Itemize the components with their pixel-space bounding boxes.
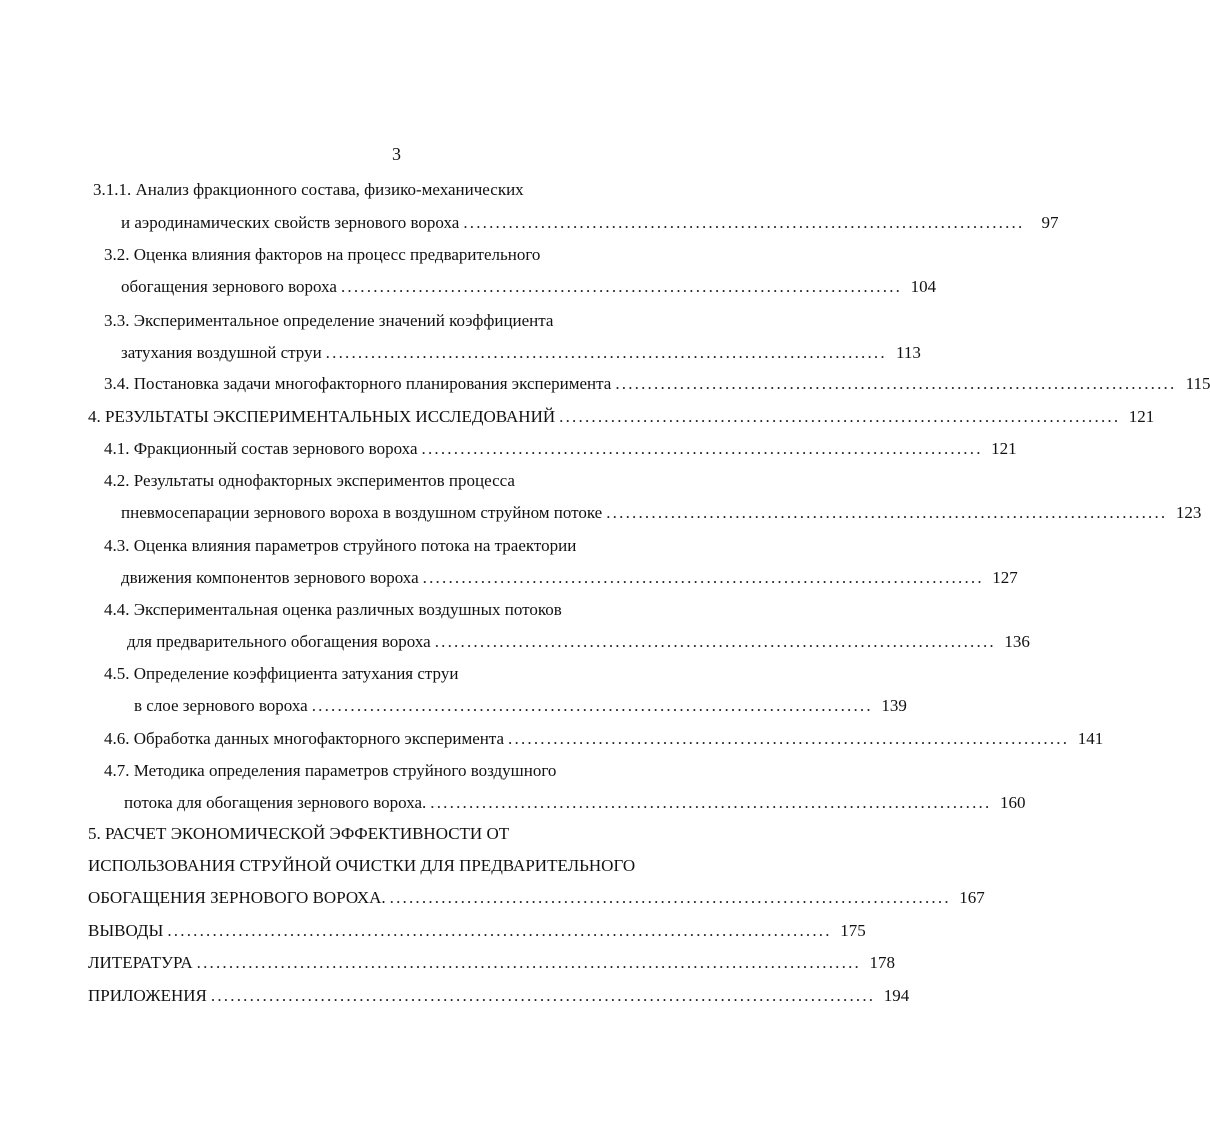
dot-leader: ....................................................................................................... bbox=[196, 953, 861, 972]
toc-entry-5-line2: ИСПОЛЬЗОВАНИЯ СТРУЙНОЙ ОЧИСТКИ ДЛЯ ПРЕДВАРИТЕЛЬНОГО bbox=[88, 856, 636, 875]
dot-leader: ....................................................................................... bbox=[340, 277, 903, 296]
toc-page-number: 139 bbox=[881, 696, 907, 715]
dot-leader: ....................................................................................... bbox=[615, 374, 1177, 393]
toc-entry-text: потока для обогащения зернового вороха. bbox=[124, 793, 427, 812]
dot-leader: ....................................................................................................... bbox=[210, 986, 876, 1005]
toc-entry-conclusions[interactable] bbox=[88, 921, 866, 941]
toc-entry-4-5-line1: 4.5. Определение коэффициента затухания струи bbox=[104, 664, 459, 683]
toc-entry-5[interactable] bbox=[88, 888, 985, 908]
toc-page-number: 194 bbox=[883, 986, 910, 1005]
toc-page-number: 123 bbox=[1175, 503, 1202, 522]
toc-entry-appendices[interactable] bbox=[88, 986, 910, 1006]
toc-page-number: 141 bbox=[1077, 729, 1104, 748]
toc-page-number: 121 bbox=[1128, 407, 1155, 426]
dot-leader: ....................................................................................................... bbox=[167, 921, 832, 940]
toc-entry-text: затухания воздушной струи bbox=[121, 343, 322, 362]
dot-leader: ....................................................................................... bbox=[430, 793, 992, 812]
toc-entry-3-4[interactable] bbox=[104, 374, 1210, 394]
toc-entry-text: обогащения зернового вороха bbox=[121, 277, 337, 296]
toc-entry-4-2-line1: 4.2. Результаты однофакторных экспериментов процесса bbox=[104, 471, 515, 490]
toc-entry-3-1-1[interactable] bbox=[121, 213, 1059, 233]
toc-entry-text: движения компонентов зернового вороха bbox=[121, 568, 419, 587]
toc-entry-4-6[interactable] bbox=[104, 729, 1104, 749]
toc-page-number: 127 bbox=[992, 568, 1018, 587]
toc-entry-3-3[interactable] bbox=[121, 343, 921, 363]
toc-entry-3-2[interactable] bbox=[121, 277, 937, 297]
toc-page-number: 167 bbox=[959, 888, 985, 907]
toc-entry-3-2-line1: 3.2. Оценка влияния факторов на процесс предварительного bbox=[104, 245, 541, 264]
dot-leader: ....................................................................................... bbox=[311, 696, 873, 715]
toc-entry-text: ВЫВОДЫ bbox=[88, 921, 164, 940]
toc-page-number: 175 bbox=[840, 921, 866, 940]
toc-page-number: 178 bbox=[869, 953, 895, 972]
dot-leader: ....................................................................................... bbox=[434, 632, 996, 651]
toc-entry-4-5[interactable] bbox=[134, 696, 907, 716]
toc-entry-text: для предварительного обогащения вороха bbox=[127, 632, 431, 651]
toc-page-number: 113 bbox=[895, 343, 921, 362]
toc-entry-4-3-line1: 4.3. Оценка влияния параметров струйного потока на траектории bbox=[104, 536, 577, 555]
toc-page-number: 104 bbox=[910, 277, 937, 296]
toc-entry-4-3[interactable] bbox=[121, 568, 1018, 588]
dot-leader: ....................................................................................... bbox=[389, 888, 951, 907]
toc-entry-3-3-line1: 3.3. Экспериментальное определение значений коэффициента bbox=[104, 311, 554, 330]
toc-page-number: 115 bbox=[1185, 374, 1210, 393]
toc-entry-text: ПРИЛОЖЕНИЯ bbox=[88, 986, 207, 1005]
dot-leader: ....................................................................................... bbox=[325, 343, 887, 362]
toc-entry-text: пневмосепарации зернового вороха в воздушном струйном потоке bbox=[121, 503, 603, 522]
dot-leader: ....................................................................................... bbox=[508, 729, 1070, 748]
toc-page-number: 121 bbox=[991, 439, 1017, 458]
toc-entry-4-7[interactable] bbox=[124, 793, 1026, 813]
toc-entry-4-1[interactable] bbox=[104, 439, 1017, 459]
toc-entry-3-1-1-line1: 3.1.1. Анализ фракционного состава, физико-механических bbox=[93, 180, 524, 199]
page-number: 3 bbox=[392, 144, 401, 164]
toc-page-number: 160 bbox=[999, 793, 1026, 812]
toc-entry-text: и аэродинамических свойств зернового вороха bbox=[121, 213, 460, 232]
toc-entry-text: 4. РЕЗУЛЬТАТЫ ЭКСПЕРИМЕНТАЛЬНЫХ ИССЛЕДОВАНИЙ bbox=[88, 407, 556, 426]
toc-entry-text: 4.6. Обработка данных многофакторного эксперимента bbox=[104, 729, 505, 748]
toc-entry-5-line1: 5. РАСЧЕТ ЭКОНОМИЧЕСКОЙ ЭФФЕКТИВНОСТИ ОТ bbox=[88, 824, 510, 843]
toc-entry-4-7-line1: 4.7. Методика определения параметров струйного воздушного bbox=[104, 761, 557, 780]
toc-entry-literature[interactable] bbox=[88, 953, 895, 973]
dot-leader: ....................................................................................... bbox=[559, 407, 1121, 426]
toc-entry-4[interactable] bbox=[88, 407, 1155, 427]
toc-entry-4-4[interactable] bbox=[127, 632, 1030, 652]
toc-entry-4-2[interactable] bbox=[121, 503, 1202, 523]
dot-leader: ....................................................................................... bbox=[606, 503, 1168, 522]
toc-entry-text: 4.1. Фракционный состав зернового вороха bbox=[104, 439, 418, 458]
toc-entry-4-4-line1: 4.4. Экспериментальная оценка различных воздушных потоков bbox=[104, 600, 562, 619]
toc-entry-text: в слое зернового вороха bbox=[134, 696, 308, 715]
toc-page-number: 97 bbox=[1041, 213, 1059, 232]
toc-page-number: 136 bbox=[1004, 632, 1030, 651]
toc-entry-text: ОБОГАЩЕНИЯ ЗЕРНОВОГО ВОРОХА. bbox=[88, 888, 386, 907]
dot-leader: ....................................................................................... bbox=[463, 213, 1025, 232]
dot-leader: ....................................................................................... bbox=[421, 439, 983, 458]
dot-leader: ....................................................................................... bbox=[422, 568, 984, 587]
toc-entry-text: 3.4. Постановка задачи многофакторного планирования эксперимента bbox=[104, 374, 612, 393]
toc-entry-text: ЛИТЕРАТУРА bbox=[88, 953, 193, 972]
